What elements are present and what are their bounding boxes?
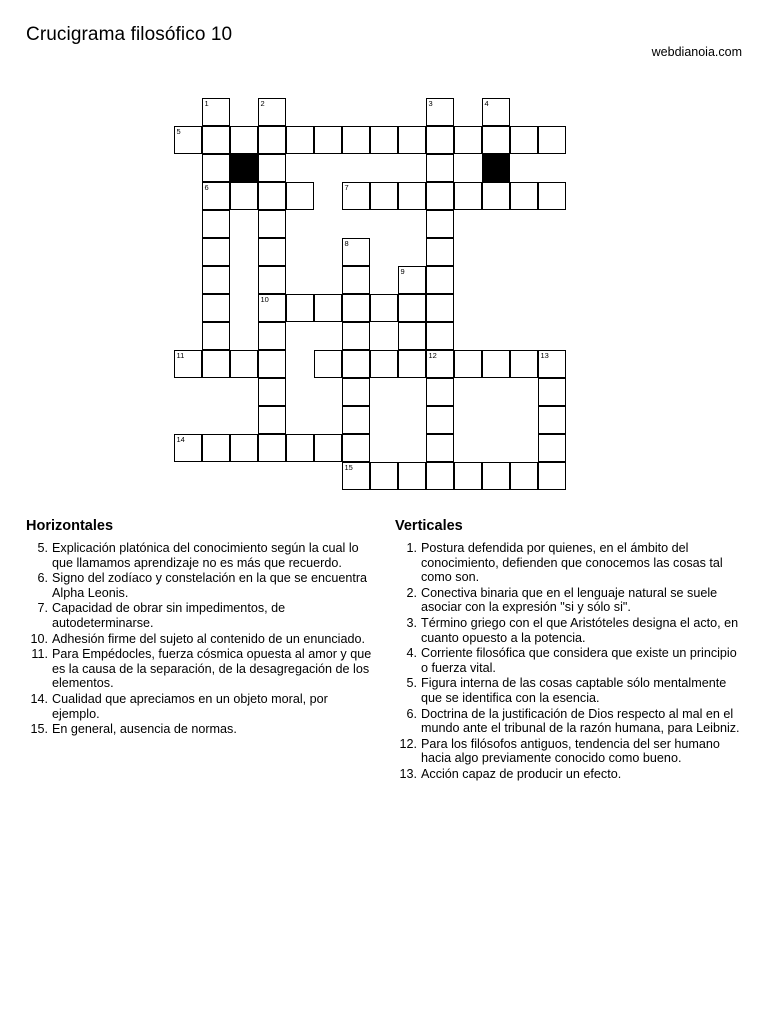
clue-item: [26, 692, 373, 721]
grid-cell[interactable]: [258, 350, 286, 378]
grid-cell[interactable]: [258, 154, 286, 182]
grid-cell[interactable]: [342, 378, 370, 406]
grid-cell[interactable]: [426, 266, 454, 294]
clue-text: Postura defendida por quienes, en el ámbito del conocimiento, defienden que conocemos las cosas tal como son.: [421, 541, 723, 585]
clues-section: [26, 518, 742, 783]
grid-cell[interactable]: [342, 294, 370, 322]
down-clue-list: [395, 541, 742, 782]
clue-number: 6.: [37, 571, 48, 586]
grid-cell[interactable]: [398, 322, 426, 350]
grid-cell[interactable]: [426, 238, 454, 266]
grid-cell[interactable]: [258, 210, 286, 238]
grid-cell[interactable]: [286, 126, 314, 154]
grid-cell[interactable]: [482, 182, 510, 210]
grid-cell[interactable]: [454, 462, 482, 490]
grid-cell[interactable]: [538, 378, 566, 406]
clue-item: [395, 707, 742, 736]
grid-cell[interactable]: [426, 182, 454, 210]
grid-cell[interactable]: [426, 322, 454, 350]
grid-cell[interactable]: [426, 154, 454, 182]
grid-cell-number: 11: [176, 351, 185, 360]
grid-cell-number: 9: [400, 267, 405, 276]
clue-item: [395, 646, 742, 675]
across-clues-column: [26, 518, 373, 783]
clue-number: 2.: [406, 585, 417, 600]
grid-cell[interactable]: [370, 182, 398, 210]
down-heading: Verticales: [395, 518, 463, 534]
grid-cell[interactable]: [370, 294, 398, 322]
grid-cell[interactable]: [342, 126, 370, 154]
across-heading: Horizontales: [26, 518, 114, 534]
clue-number: 1.: [406, 541, 417, 555]
grid-cell[interactable]: [286, 182, 314, 210]
grid-cell[interactable]: [538, 406, 566, 434]
clue-text: Figura interna de las cosas captable sólo mentalmente que se identifica con la esencia.: [421, 676, 727, 705]
grid-cell[interactable]: [454, 350, 482, 378]
grid-cell[interactable]: [398, 126, 426, 154]
grid-cell[interactable]: [454, 126, 482, 154]
grid-cell[interactable]: [482, 98, 510, 126]
grid-cell[interactable]: [230, 182, 258, 210]
grid-cell[interactable]: [342, 182, 370, 210]
grid-cell[interactable]: [538, 182, 566, 210]
grid-cell[interactable]: [398, 462, 426, 490]
clue-text: Para los filósofos antiguos, tendencia del ser humano hacia algo previamente conocido como bueno.: [421, 736, 720, 766]
grid-cell[interactable]: [426, 98, 454, 126]
grid-cell[interactable]: [342, 322, 370, 350]
grid-cell[interactable]: [258, 126, 286, 154]
grid-cell-number: 6: [204, 183, 209, 192]
clue-item: [26, 647, 373, 691]
grid-cell[interactable]: [398, 182, 426, 210]
grid-cell[interactable]: [426, 378, 454, 406]
grid-cell[interactable]: [510, 182, 538, 210]
clue-item: [26, 632, 373, 647]
grid-cell[interactable]: [426, 350, 454, 378]
clue-number: 7.: [37, 601, 48, 616]
grid-cell[interactable]: [538, 126, 566, 154]
grid-cell[interactable]: [342, 406, 370, 434]
grid-cell[interactable]: [426, 210, 454, 238]
grid-cell[interactable]: [230, 350, 258, 378]
grid-cell[interactable]: [202, 238, 230, 266]
clue-item: [395, 737, 742, 766]
grid-cell[interactable]: [538, 434, 566, 462]
clue-item: [395, 541, 742, 585]
grid-cell[interactable]: [482, 462, 510, 490]
grid-cell[interactable]: [174, 434, 202, 462]
grid-cell[interactable]: [510, 462, 538, 490]
grid-cell[interactable]: [370, 126, 398, 154]
grid-cell-number: 7: [344, 183, 349, 192]
clue-number: 5.: [37, 541, 48, 555]
grid-cell[interactable]: [230, 126, 258, 154]
grid-cell-number: 2: [260, 99, 265, 108]
grid-cell[interactable]: [202, 126, 230, 154]
clue-item: [26, 541, 373, 570]
grid-cell-number: 15: [344, 463, 353, 472]
clue-text: Signo del zodíaco y constelación en la que se encuentra Alpha Leonis.: [52, 571, 368, 600]
clue-number: 15.: [30, 722, 48, 737]
grid-cell-number: 4: [484, 99, 489, 108]
grid-cell-number: 13: [540, 351, 549, 360]
clue-number: 10.: [30, 631, 48, 646]
grid-cell[interactable]: [202, 154, 230, 182]
grid-cell[interactable]: [342, 434, 370, 462]
clue-text: Adhesión firme del sujeto al contenido de un enunciado.: [52, 631, 365, 646]
clue-number: 4.: [406, 646, 417, 661]
grid-cell[interactable]: [286, 294, 314, 322]
clue-item: [395, 616, 742, 645]
grid-cell[interactable]: [454, 182, 482, 210]
grid-cell[interactable]: [342, 266, 370, 294]
grid-cell[interactable]: [426, 294, 454, 322]
grid-cell[interactable]: [398, 294, 426, 322]
clue-number: 11.: [31, 647, 48, 662]
grid-cell[interactable]: [426, 434, 454, 462]
page-title: Crucigrama filosófico 10: [26, 24, 233, 45]
grid-cell[interactable]: [482, 126, 510, 154]
clue-item: [26, 722, 373, 737]
clue-number: 13.: [399, 766, 417, 781]
clue-item: [395, 586, 742, 615]
clue-number: 6.: [406, 706, 417, 721]
grid-cell[interactable]: [174, 126, 202, 154]
clue-number: 5.: [406, 676, 417, 691]
grid-cell[interactable]: [202, 294, 230, 322]
grid-cell[interactable]: [510, 350, 538, 378]
grid-cell[interactable]: [314, 294, 342, 322]
clue-text: Explicación platónica del conocimiento según la cual lo que llamamos aprendizaje no es más que recuerdo.: [52, 541, 359, 570]
grid-cell[interactable]: [482, 350, 510, 378]
clue-number: 12.: [399, 736, 417, 751]
grid-cell-number: 10: [260, 295, 269, 304]
grid-cell[interactable]: [258, 322, 286, 350]
grid-cell[interactable]: [230, 434, 258, 462]
clue-text: Acción capaz de producir un efecto.: [421, 766, 622, 781]
grid-cell-blocked: [230, 154, 258, 182]
grid-cell[interactable]: [426, 406, 454, 434]
grid-cell[interactable]: [398, 266, 426, 294]
grid-cell-number: 12: [428, 351, 437, 360]
clue-text: Para Empédocles, fuerza cósmica opuesta al amor y que es la causa de la separación, de la desagregación de los elementos.: [52, 647, 372, 691]
grid-cell[interactable]: [202, 210, 230, 238]
grid-cell-number: 1: [204, 99, 209, 108]
clue-number: 3.: [406, 615, 417, 630]
clue-text: Corriente filosófica que considera que existe un principio o fuerza vital.: [421, 646, 737, 675]
clue-text: En general, ausencia de normas.: [52, 722, 237, 737]
grid-cell[interactable]: [202, 322, 230, 350]
grid-cell[interactable]: [538, 350, 566, 378]
grid-cell[interactable]: [258, 406, 286, 434]
grid-cell[interactable]: [398, 350, 426, 378]
grid-cell-number: 5: [176, 127, 181, 136]
clue-text: Conectiva binaria que en el lenguaje natural se suele asociar con la expresión "si y sólo si".: [421, 585, 718, 615]
clue-text: Término griego con el que Aristóteles designa el acto, en cuanto opuesto a la potencia.: [421, 615, 739, 645]
grid-cell[interactable]: [342, 238, 370, 266]
clue-text: Capacidad de obrar sin impedimentos, de autodeterminarse.: [52, 601, 286, 630]
grid-cell[interactable]: [538, 462, 566, 490]
grid-cell[interactable]: [202, 182, 230, 210]
clue-item: [26, 571, 373, 600]
grid-cell[interactable]: [370, 462, 398, 490]
grid-cell[interactable]: [202, 266, 230, 294]
grid-cell[interactable]: [258, 378, 286, 406]
grid-cell-number: 14: [176, 435, 185, 444]
grid-cell[interactable]: [258, 266, 286, 294]
grid-cell[interactable]: [510, 126, 538, 154]
site-credit: webdianoia.com: [651, 45, 742, 59]
clue-item: [395, 676, 742, 705]
grid-cell[interactable]: [370, 350, 398, 378]
grid-cell-number: 8: [344, 239, 349, 248]
grid-cell[interactable]: [286, 434, 314, 462]
grid-cell[interactable]: [426, 462, 454, 490]
grid-cell[interactable]: [314, 126, 342, 154]
grid-cell[interactable]: [342, 462, 370, 490]
grid-cell[interactable]: [258, 182, 286, 210]
clue-number: 14.: [30, 691, 48, 706]
crossword-grid[interactable]: [174, 98, 594, 518]
grid-cell[interactable]: [258, 98, 286, 126]
clue-item: [395, 767, 742, 782]
grid-cell-number: 3: [428, 99, 433, 108]
grid-cell[interactable]: [202, 350, 230, 378]
down-clues-column: [395, 518, 742, 783]
clue-item: [26, 601, 373, 630]
clue-text: Cualidad que apreciamos en un objeto moral, por ejemplo.: [52, 691, 328, 721]
grid-cell[interactable]: [258, 434, 286, 462]
grid-cell[interactable]: [314, 434, 342, 462]
grid-cell[interactable]: [258, 238, 286, 266]
grid-cell-blocked: [482, 154, 510, 182]
grid-cell[interactable]: [426, 126, 454, 154]
grid-cell[interactable]: [202, 98, 230, 126]
grid-cell[interactable]: [342, 350, 370, 378]
grid-cell[interactable]: [174, 350, 202, 378]
grid-cell[interactable]: [314, 350, 342, 378]
across-clue-list: [26, 541, 373, 737]
grid-cell[interactable]: [258, 294, 286, 322]
clue-text: Doctrina de la justificación de Dios respecto al mal en el mundo ante el tribunal de la razón humana, para Leibniz.: [421, 706, 740, 736]
grid-cell[interactable]: [202, 434, 230, 462]
